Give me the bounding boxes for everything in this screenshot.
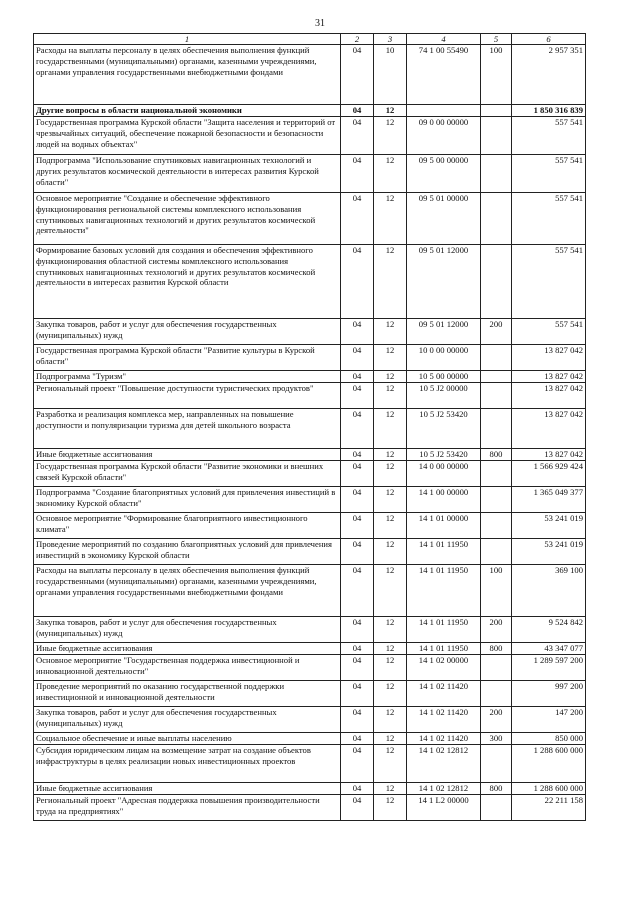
table-row: [34, 655, 586, 681]
table-row: [34, 539, 586, 565]
amount: 850 000: [512, 733, 586, 745]
target-article-code: 14 1 02 11420: [407, 707, 481, 733]
amount: 557 541: [512, 245, 586, 319]
target-article-code: [407, 105, 481, 117]
subsection-code: 12: [374, 461, 407, 487]
subsection-code: 12: [374, 783, 407, 795]
subsection-code: 12: [374, 539, 407, 565]
table-row: [34, 193, 586, 245]
table-row: [34, 461, 586, 487]
target-article-code: 14 1 01 11950: [407, 565, 481, 617]
column-number: 2: [341, 34, 374, 45]
section-code: 04: [341, 45, 374, 105]
amount: 9 524 842: [512, 617, 586, 643]
expense-type-code: 200: [481, 617, 512, 643]
column-number: 6: [512, 34, 586, 45]
expense-type-code: [481, 193, 512, 245]
expense-type-code: 200: [481, 319, 512, 345]
target-article-code: 14 1 02 11420: [407, 681, 481, 707]
target-article-code: 14 1 02 11420: [407, 733, 481, 745]
section-code: 04: [341, 409, 374, 449]
section-code: 04: [341, 617, 374, 643]
amount: 13 827 042: [512, 449, 586, 461]
amount: 53 241 019: [512, 513, 586, 539]
subsection-code: 12: [374, 105, 407, 117]
target-article-code: 09 5 01 00000: [407, 193, 481, 245]
subsection-code: 10: [374, 45, 407, 105]
expense-type-code: 200: [481, 707, 512, 733]
amount: 13 827 042: [512, 371, 586, 383]
target-article-code: 14 0 00 00000: [407, 461, 481, 487]
subsection-code: 12: [374, 745, 407, 783]
amount: 1 850 316 839: [512, 105, 586, 117]
target-article-code: 14 1 01 00000: [407, 513, 481, 539]
section-code: 04: [341, 783, 374, 795]
subsection-code: 12: [374, 643, 407, 655]
section-code: 04: [341, 245, 374, 319]
subsection-code: 12: [374, 345, 407, 371]
row-name: Основное мероприятие "Формирование благоприятного инвестиционного климата": [34, 513, 341, 539]
section-code: 04: [341, 371, 374, 383]
amount: 557 541: [512, 155, 586, 193]
target-article-code: 10 5 J2 53420: [407, 449, 481, 461]
section-code: 04: [341, 795, 374, 821]
section-code: 04: [341, 643, 374, 655]
subsection-code: 12: [374, 319, 407, 345]
section-code: 04: [341, 655, 374, 681]
target-article-code: 14 1 02 12812: [407, 745, 481, 783]
table-row: [34, 643, 586, 655]
amount: 1 566 929 424: [512, 461, 586, 487]
row-name: Иные бюджетные ассигнования: [34, 449, 341, 461]
target-article-code: 09 5 01 12000: [407, 245, 481, 319]
table-body: [34, 45, 586, 821]
column-number-row: [34, 34, 586, 45]
subsection-code: 12: [374, 155, 407, 193]
table-row: [34, 783, 586, 795]
section-code: 04: [341, 745, 374, 783]
expense-type-code: [481, 513, 512, 539]
column-number: 1: [34, 34, 341, 45]
table-row: [34, 795, 586, 821]
column-number: 5: [481, 34, 512, 45]
section-code: 04: [341, 449, 374, 461]
target-article-code: 09 0 00 00000: [407, 117, 481, 155]
expense-type-code: [481, 487, 512, 513]
row-name: Государственная программа Курской области "Развитие экономики и внешних связей Курской области": [34, 461, 341, 487]
target-article-code: 10 5 J2 53420: [407, 409, 481, 449]
subsection-code: 12: [374, 617, 407, 643]
row-name: Региональный проект "Повышение доступности туристических продуктов": [34, 383, 341, 409]
table-row: [34, 707, 586, 733]
subsection-code: 12: [374, 681, 407, 707]
row-name: Разработка и реализация комплекса мер, направленных на повышение доступности и популяризации туризма для детей школьного возраста: [34, 409, 341, 449]
section-code: 04: [341, 681, 374, 707]
row-name: Государственная программа Курской области "Развитие культуры в Курской области": [34, 345, 341, 371]
row-name: Проведение мероприятий по созданию благоприятных условий для привлечения инвестиций в экономику Курской области: [34, 539, 341, 565]
section-code: 04: [341, 733, 374, 745]
section-code: 04: [341, 319, 374, 345]
table-row: [34, 245, 586, 319]
target-article-code: 74 1 00 55490: [407, 45, 481, 105]
section-code: 04: [341, 707, 374, 733]
table-row: [34, 487, 586, 513]
amount: 53 241 019: [512, 539, 586, 565]
amount: 1 288 600 000: [512, 745, 586, 783]
row-name: Формирование базовых условий для создания и обеспечения эффективного функционирования областной системы комплексного использования спутниковых навигационных технологий и других результатов космической деятельности в интересах развития Курской области: [34, 245, 341, 319]
expense-type-code: [481, 795, 512, 821]
amount: 369 100: [512, 565, 586, 617]
column-number: 4: [407, 34, 481, 45]
table-row: [34, 345, 586, 371]
target-article-code: 14 1 01 11950: [407, 643, 481, 655]
table-row: [34, 319, 586, 345]
subsection-code: 12: [374, 513, 407, 539]
amount: 13 827 042: [512, 409, 586, 449]
expense-type-code: 800: [481, 449, 512, 461]
section-code: 04: [341, 193, 374, 245]
table-row: [34, 409, 586, 449]
expense-type-code: [481, 461, 512, 487]
expense-type-code: [481, 409, 512, 449]
row-name: Субсидия юридическим лицам на возмещение затрат на создание объектов инфраструктуры в целях реализации новых инвестиционных проектов: [34, 745, 341, 783]
expense-type-code: 300: [481, 733, 512, 745]
table-row: [34, 155, 586, 193]
target-article-code: 14 1 02 00000: [407, 655, 481, 681]
table-row: [34, 565, 586, 617]
table-row: [34, 105, 586, 117]
table-row: [34, 617, 586, 643]
amount: 557 541: [512, 319, 586, 345]
table-row: [34, 513, 586, 539]
expense-type-code: [481, 155, 512, 193]
amount: 2 957 351: [512, 45, 586, 105]
table-row: [34, 371, 586, 383]
section-code: 04: [341, 487, 374, 513]
amount: 13 827 042: [512, 383, 586, 409]
target-article-code: 14 1 00 00000: [407, 487, 481, 513]
section-code: 04: [341, 105, 374, 117]
row-name: Расходы на выплаты персоналу в целях обеспечения выполнения функций государственными (муниципальными) органами, казенными учреждениями, органами управления государственными внебюджетными фондами: [34, 45, 341, 105]
amount: 22 211 158: [512, 795, 586, 821]
budget-table: [33, 33, 586, 821]
target-article-code: 10 5 00 00000: [407, 371, 481, 383]
row-name: Закупка товаров, работ и услуг для обеспечения государственных (муниципальных) нужд: [34, 617, 341, 643]
subsection-code: 12: [374, 409, 407, 449]
expense-type-code: [481, 371, 512, 383]
expense-type-code: [481, 745, 512, 783]
section-code: 04: [341, 461, 374, 487]
subsection-code: 12: [374, 565, 407, 617]
section-code: 04: [341, 565, 374, 617]
expense-type-code: 100: [481, 45, 512, 105]
expense-type-code: [481, 117, 512, 155]
row-name: Социальное обеспечение и иные выплаты населению: [34, 733, 341, 745]
expense-type-code: [481, 655, 512, 681]
table-row: [34, 449, 586, 461]
expense-type-code: [481, 245, 512, 319]
expense-type-code: 800: [481, 643, 512, 655]
section-code: 04: [341, 117, 374, 155]
row-name: Проведение мероприятий по оказанию государственной поддержки инвестиционной и инновационной деятельности: [34, 681, 341, 707]
amount: 43 347 077: [512, 643, 586, 655]
amount: 1 288 600 000: [512, 783, 586, 795]
amount: 147 200: [512, 707, 586, 733]
target-article-code: 09 5 01 12000: [407, 319, 481, 345]
amount: 13 827 042: [512, 345, 586, 371]
target-article-code: 10 5 J2 00000: [407, 383, 481, 409]
table-row: [34, 117, 586, 155]
target-article-code: 10 0 00 00000: [407, 345, 481, 371]
table-row: [34, 733, 586, 745]
amount: 557 541: [512, 117, 586, 155]
subsection-code: 12: [374, 707, 407, 733]
amount: 1 289 597 200: [512, 655, 586, 681]
expense-type-code: [481, 539, 512, 565]
row-name: Другие вопросы в области национальной экономики: [34, 105, 341, 117]
section-code: 04: [341, 345, 374, 371]
subsection-code: 12: [374, 383, 407, 409]
row-name: Закупка товаров, работ и услуг для обеспечения государственных (муниципальных) нужд: [34, 707, 341, 733]
subsection-code: 12: [374, 733, 407, 745]
amount: 997 200: [512, 681, 586, 707]
subsection-code: 12: [374, 245, 407, 319]
section-code: 04: [341, 155, 374, 193]
row-name: Иные бюджетные ассигнования: [34, 783, 341, 795]
row-name: Региональный проект "Адресная поддержка повышения производительности труда на предприятиях": [34, 795, 341, 821]
table-row: [34, 681, 586, 707]
expense-type-code: [481, 345, 512, 371]
section-code: 04: [341, 513, 374, 539]
subsection-code: 12: [374, 371, 407, 383]
expense-type-code: 100: [481, 565, 512, 617]
row-name: Основное мероприятие "Государственная поддержка инвестиционной и инновационной деятельности": [34, 655, 341, 681]
expense-type-code: [481, 681, 512, 707]
column-number: 3: [374, 34, 407, 45]
expense-type-code: [481, 105, 512, 117]
target-article-code: 14 1 01 11950: [407, 617, 481, 643]
row-name: Подпрограмма "Использование спутниковых навигационных технологий и других результатов космической деятельности в интересах развития Курской области": [34, 155, 341, 193]
row-name: Иные бюджетные ассигнования: [34, 643, 341, 655]
section-code: 04: [341, 383, 374, 409]
row-name: Подпрограмма "Туризм": [34, 371, 341, 383]
subsection-code: 12: [374, 655, 407, 681]
target-article-code: 14 1 L2 00000: [407, 795, 481, 821]
row-name: Государственная программа Курской области "Защита населения и территорий от чрезвычайных ситуаций, обеспечение пожарной безопасности и безопасности людей на водных объектах": [34, 117, 341, 155]
target-article-code: 14 1 02 12812: [407, 783, 481, 795]
expense-type-code: [481, 383, 512, 409]
amount: 1 365 049 377: [512, 487, 586, 513]
amount: 557 541: [512, 193, 586, 245]
subsection-code: 12: [374, 795, 407, 821]
target-article-code: 09 5 00 00000: [407, 155, 481, 193]
row-name: Подпрограмма "Создание благоприятных условий для привлечения инвестиций в экономику Курской области": [34, 487, 341, 513]
table-row: [34, 383, 586, 409]
expense-type-code: 800: [481, 783, 512, 795]
target-article-code: 14 1 01 11950: [407, 539, 481, 565]
page-number: 31: [315, 18, 325, 29]
row-name: Закупка товаров, работ и услуг для обеспечения государственных (муниципальных) нужд: [34, 319, 341, 345]
subsection-code: 12: [374, 193, 407, 245]
subsection-code: 12: [374, 487, 407, 513]
section-code: 04: [341, 539, 374, 565]
row-name: Основное мероприятие "Создание и обеспечение эффективного функционирования региональной системы комплексного использования спутниковых навигационных технологий и других результатов космической деятельности": [34, 193, 341, 245]
table-row: [34, 745, 586, 783]
row-name: Расходы на выплаты персоналу в целях обеспечения выполнения функций государственными (муниципальными) органами, казенными учреждениями, органами управления государственными внебюджетными фондами: [34, 565, 341, 617]
table-row: [34, 45, 586, 105]
subsection-code: 12: [374, 449, 407, 461]
subsection-code: 12: [374, 117, 407, 155]
